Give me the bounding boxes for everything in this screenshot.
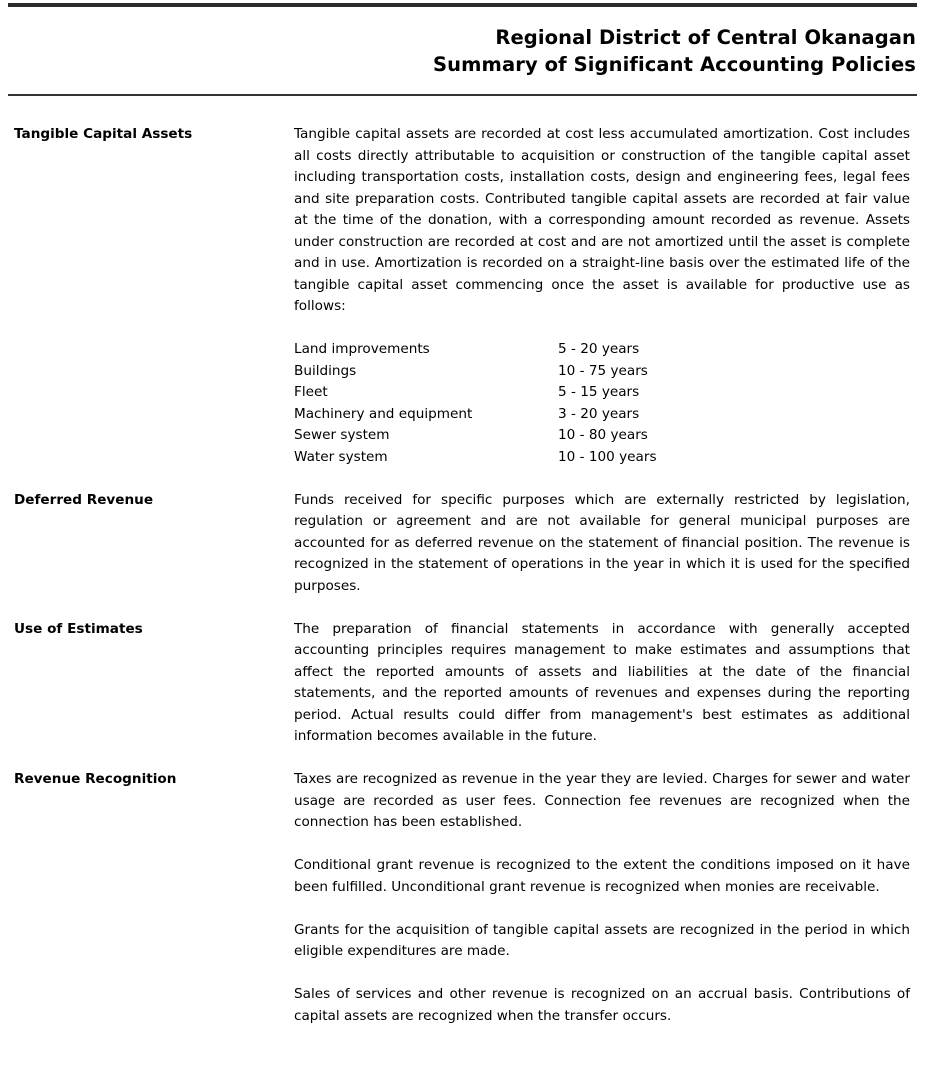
asset-life: 10 - 100 years [558,448,657,465]
section-body [294,619,910,748]
asset-name: Machinery and equipment [294,405,473,422]
section-body [294,490,910,598]
asset-name: Land improvements [294,341,430,357]
table-row [294,425,657,447]
table-row [294,404,657,426]
section-tangible-capital-assets [14,124,911,468]
section-title: Revenue Recognition [14,771,177,787]
asset-life: 5 - 20 years [558,341,640,357]
asset-name: Sewer system [294,427,390,443]
useful-life-table [294,339,657,468]
table-row [294,382,657,404]
top-rule [8,3,917,7]
asset-life: 5 - 15 years [558,384,640,400]
section-use-of-estimates [14,619,911,748]
paragraph: Taxes are recognized as revenue in the year they are levied. Charges for sewer and water usage are recorded as user fees. Connection fee revenues are recognized when the connection has been established. [294,771,910,830]
asset-life: 10 - 75 years [558,362,648,379]
paragraph: Conditional grant revenue is recognized to the extent the conditions imposed on it have been fulfilled. Unconditional grant revenue is recognized when monies are receivable. [294,857,910,895]
policies-content [14,124,911,1027]
table-row [294,339,657,361]
document-title: Summary of Significant Accounting Policies [433,53,916,76]
asset-name: Water system [294,448,388,465]
asset-life: 10 - 80 years [558,427,648,443]
paragraph: Sales of services and other revenue is recognized on an accrual basis. Contributions of capital assets are recognized when the transfer occurs. [294,986,910,1024]
header-divider [8,94,917,96]
section-revenue-recognition [14,769,911,1027]
section-title: Tangible Capital Assets [14,126,193,142]
asset-name: Fleet [294,384,328,400]
asset-name: Buildings [294,362,357,379]
table-row [294,447,657,469]
asset-life: 3 - 20 years [558,405,640,422]
section-body [294,124,910,468]
paragraph: Funds received for specific purposes which are externally restricted by legislation, regulation or agreement and are not available for general municipal purposes are accounted for as deferred revenue on the statement of financial position. The revenue is recognized in the statement of operations in the year in which it is used for the specified purposes. [294,491,910,594]
section-body [294,769,910,1027]
paragraph: The preparation of financial statements in accordance with generally accepted accounting principles requires management to make estimates and assumptions that affect the reported amounts of assets and liabilities at the date of the financial statements, and the reported amounts of revenues and expenses during the reporting period. Actual results could differ from management's best estimates as additional information becomes available in the future. [294,620,910,744]
page-header [433,24,916,78]
table-row [294,361,657,383]
organization-name: Regional District of Central Okanagan [495,26,916,49]
section-title: Use of Estimates [14,620,143,637]
paragraph: Grants for the acquisition of tangible capital assets are recognized in the period in which eligible expenditures are made. [294,921,910,959]
paragraph: Tangible capital assets are recorded at cost less accumulated amortization. Cost includes all costs directly attributable to acquisition or construction of the tangible capital asset including transportation costs, installation costs, design and engineering fees, legal fees and site preparation costs. Contributed tangible capital assets are recorded at fair value at the time of the donation, with a corresponding amount recorded as revenue. Assets under construction are recorded at cost and are not amortized until the asset is complete and in use. Amortization is recorded on a straight-line basis over the estimated life of the tangible capital asset commencing once the asset is available for productive use as follows: [294,126,910,314]
section-deferred-revenue [14,490,911,598]
section-title: Deferred Revenue [14,491,154,508]
